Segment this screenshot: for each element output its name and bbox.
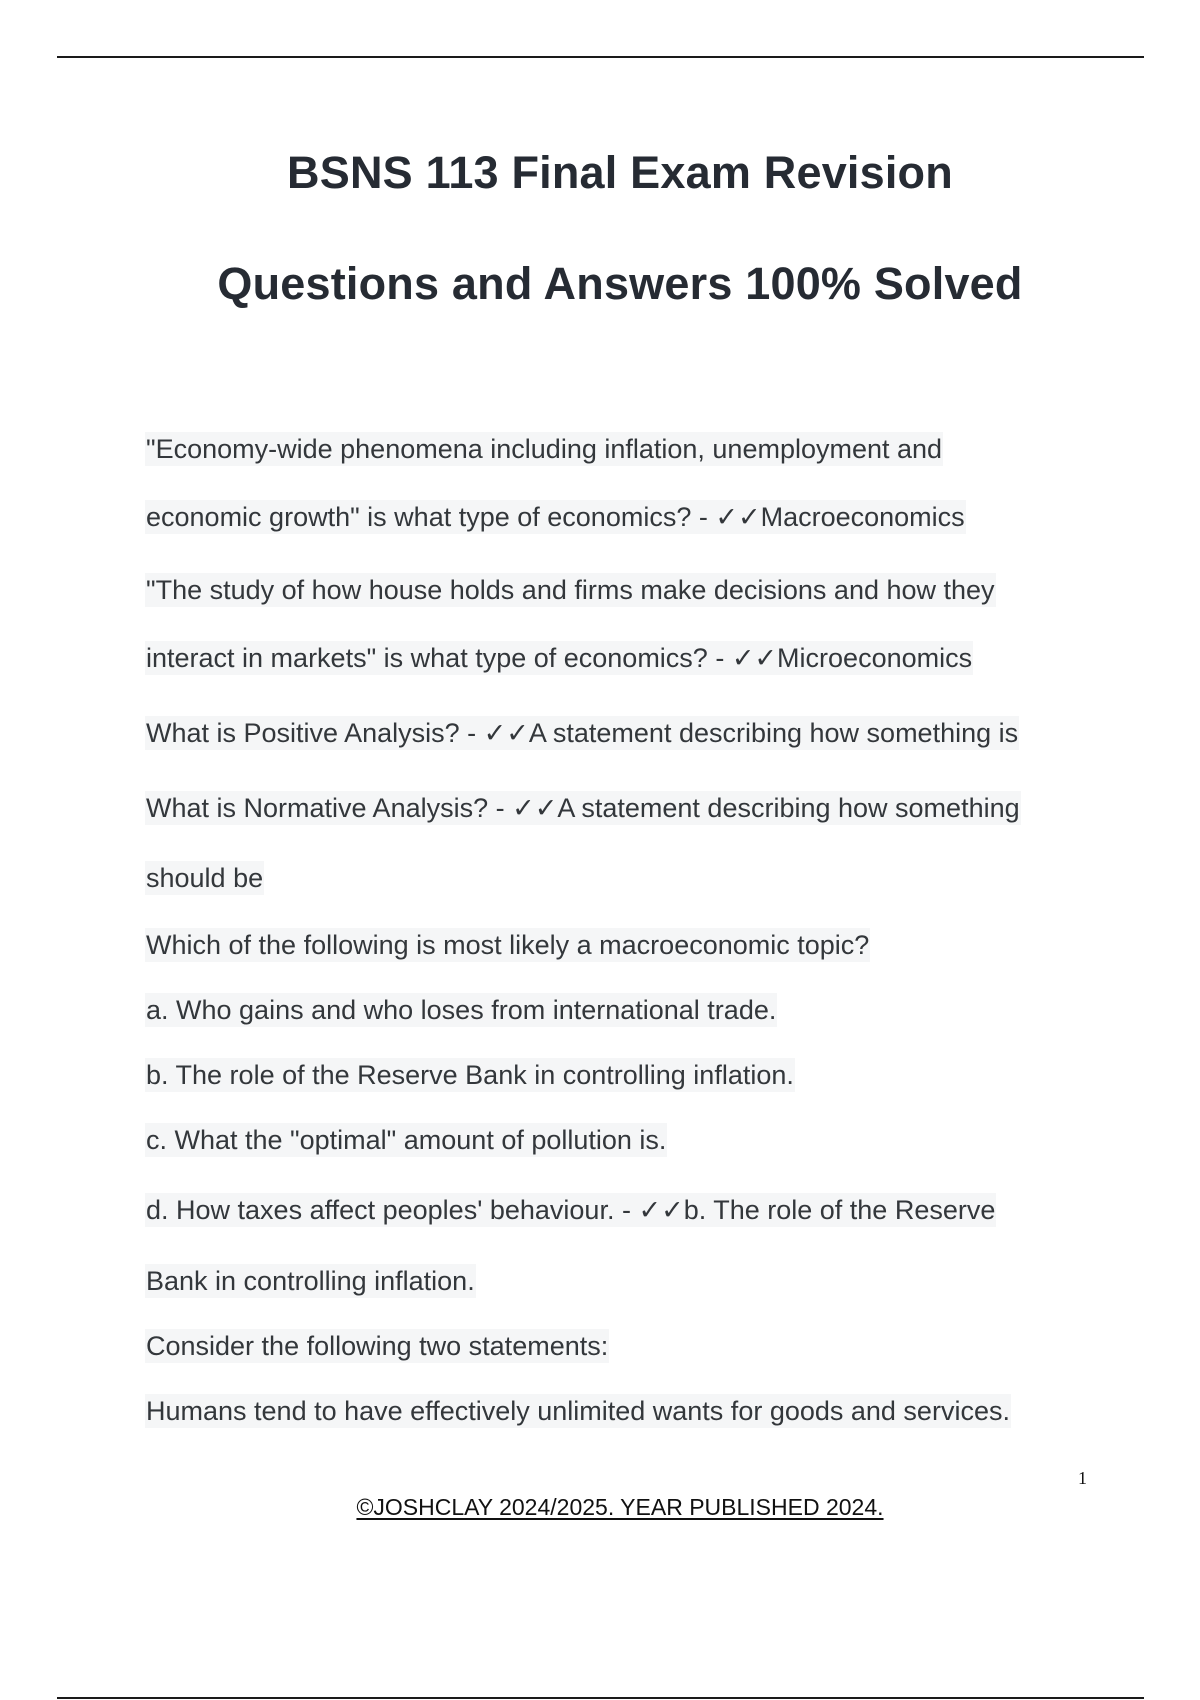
body-line [145,990,777,1030]
body-line-text: b. The role of the Reserve Bank in controlling inflation. [146,1060,794,1090]
footer-copyright-text: ©JOSHCLAY 2024/2025. YEAR PUBLISHED 2024. [356,1494,884,1520]
body-line-text: Bank in controlling inflation. [146,1266,475,1296]
document-title-line-2: Questions and Answers 100% Solved [217,258,1023,309]
body-line-text: d. How taxes affect peoples' behaviour. - ✓✓b. The role of the Reserve [146,1195,996,1225]
document-title-line-1: BSNS 113 Final Exam Revision [287,147,953,198]
body-line [145,788,1021,828]
body-line-text: Consider the following two statements: [146,1331,609,1361]
body-line [145,1326,609,1366]
body-line-text: interact in markets" is what type of economics? - ✓✓Microeconomics [146,643,973,673]
body-line [145,1055,795,1095]
body-line-text: What is Normative Analysis? - ✓✓A statement describing how something [146,793,1020,823]
body-line [145,858,264,898]
body-line [145,429,943,469]
body-line-text: should be [146,863,264,893]
body-line [145,1391,1011,1431]
body-line-text: c. What the "optimal" amount of pollution is. [146,1125,667,1155]
body-line [145,925,870,965]
body-line [145,638,973,678]
body-line-text: Which of the following is most likely a macroeconomic topic? [146,930,870,960]
bottom-rule [57,1697,1144,1699]
body-line [145,1120,667,1160]
body-line [145,570,996,610]
body-line-text: "Economy-wide phenomena including inflation, unemployment and [146,434,943,464]
body-line-text: "The study of how house holds and firms make decisions and how they [146,575,995,605]
body-line-text: Humans tend to have effectively unlimited wants for goods and services. [146,1396,1010,1426]
page-number: 1 [1078,1468,1087,1488]
body-line-text: economic growth" is what type of economics? - ✓✓Macroeconomics [146,502,965,532]
body-line [145,1261,476,1301]
footer-copyright [0,1494,1200,1521]
body-line [145,1190,996,1230]
body-line [145,497,966,537]
top-rule [57,56,1144,58]
body-line-text: What is Positive Analysis? - ✓✓A statement describing how something is [146,718,1019,748]
body-line-text: a. Who gains and who loses from international trade. [146,995,777,1025]
body-line [145,713,1019,753]
